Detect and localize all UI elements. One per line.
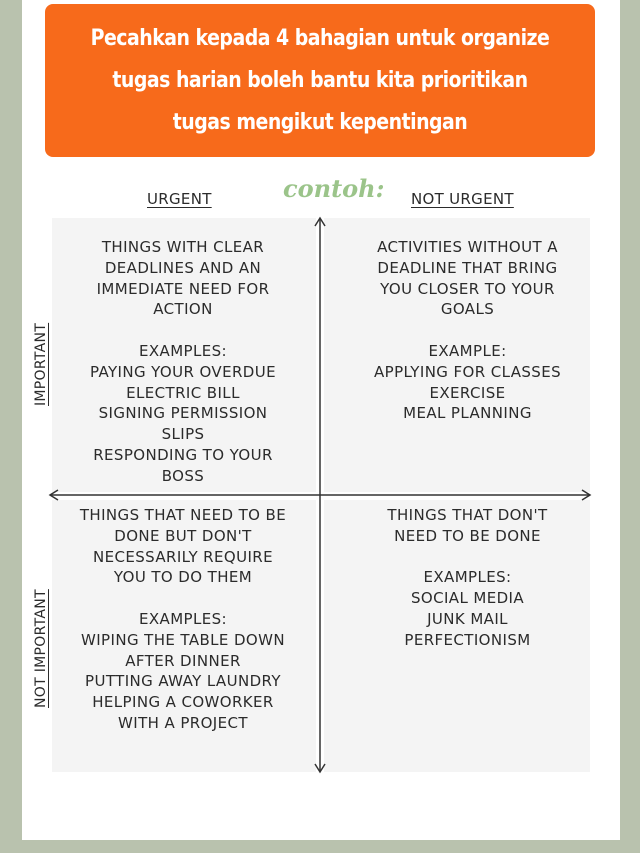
quadrant-line: NEED TO BE DONE: [394, 526, 541, 545]
important-row-label: IMPORTANT: [33, 322, 49, 406]
quadrant-line: PERFECTIONISM: [404, 630, 531, 649]
quadrant-line: SOCIAL MEDIA: [410, 589, 525, 608]
quadrant-line: DEADLINES AND AN: [104, 258, 262, 277]
quadrant-line: NECESSARILY REQUIRE: [93, 547, 273, 566]
quadrant-line: THINGS THAT NEED TO BE: [79, 506, 287, 524]
quadrant-line: DEADLINE THAT BRING: [377, 258, 558, 277]
quadrant-line: RESPONDING TO YOUR: [93, 445, 273, 464]
example-note: contoh:: [283, 174, 385, 203]
quadrant-line: EXAMPLES:: [138, 609, 227, 628]
quadrant-line: ELECTRIC BILL: [126, 383, 240, 402]
quadrant-line: BOSS: [161, 466, 205, 485]
quadrant-line: SIGNING PERMISSION: [98, 404, 268, 423]
not-important-row-label: NOT IMPORTANT: [33, 589, 49, 708]
not-urgent-column-label: NOT URGENT: [411, 190, 514, 208]
urgent-column-label: URGENT: [147, 190, 212, 208]
quadrant-line: MEAL PLANNING: [403, 404, 532, 423]
quadrant-line: GOALS: [440, 300, 495, 319]
quadrant-line: ACTION: [153, 300, 213, 319]
quadrant-line: IMMEDIATE NEED FOR: [96, 279, 270, 298]
quadrant-line: PUTTING AWAY LAUNDRY: [85, 672, 281, 691]
quadrant-line: DONE BUT DON'T: [114, 526, 252, 545]
quadrant-line: THINGS THAT DON'T: [387, 506, 548, 524]
quadrant-line: APPLYING FOR CLASSES: [373, 362, 562, 381]
quadrant-line: JUNK MAIL: [427, 609, 508, 628]
quadrant-line: WIPING THE TABLE DOWN: [81, 630, 285, 649]
quadrant-line: EXAMPLES:: [423, 568, 512, 587]
quadrant-line: HELPING A COWORKER: [92, 693, 274, 712]
quadrant-line: EXERCISE: [429, 383, 506, 402]
quadrant-line: ACTIVITIES WITHOUT A: [377, 238, 558, 256]
quadrant-line: SLIPS: [161, 425, 205, 444]
quadrant-line: PAYING YOUR OVERDUE: [89, 362, 276, 381]
quadrant-line: WITH A PROJECT: [118, 713, 248, 732]
quadrant-line: YOU CLOSER TO YOUR: [380, 279, 555, 298]
quadrant-line: YOU TO DO THEM: [113, 568, 253, 587]
quadrant-line: THINGS WITH CLEAR: [101, 238, 265, 256]
quadrant-line: AFTER DINNER: [125, 651, 241, 670]
quadrant-line: EXAMPLES:: [138, 341, 227, 360]
quadrant-line: EXAMPLE:: [428, 341, 507, 360]
header-title: Pecahkan kepada 4 bahagian untuk organize tugas harian boleh bantu kita prioritikan tugas mengikut kepentingan: [90, 25, 550, 135]
